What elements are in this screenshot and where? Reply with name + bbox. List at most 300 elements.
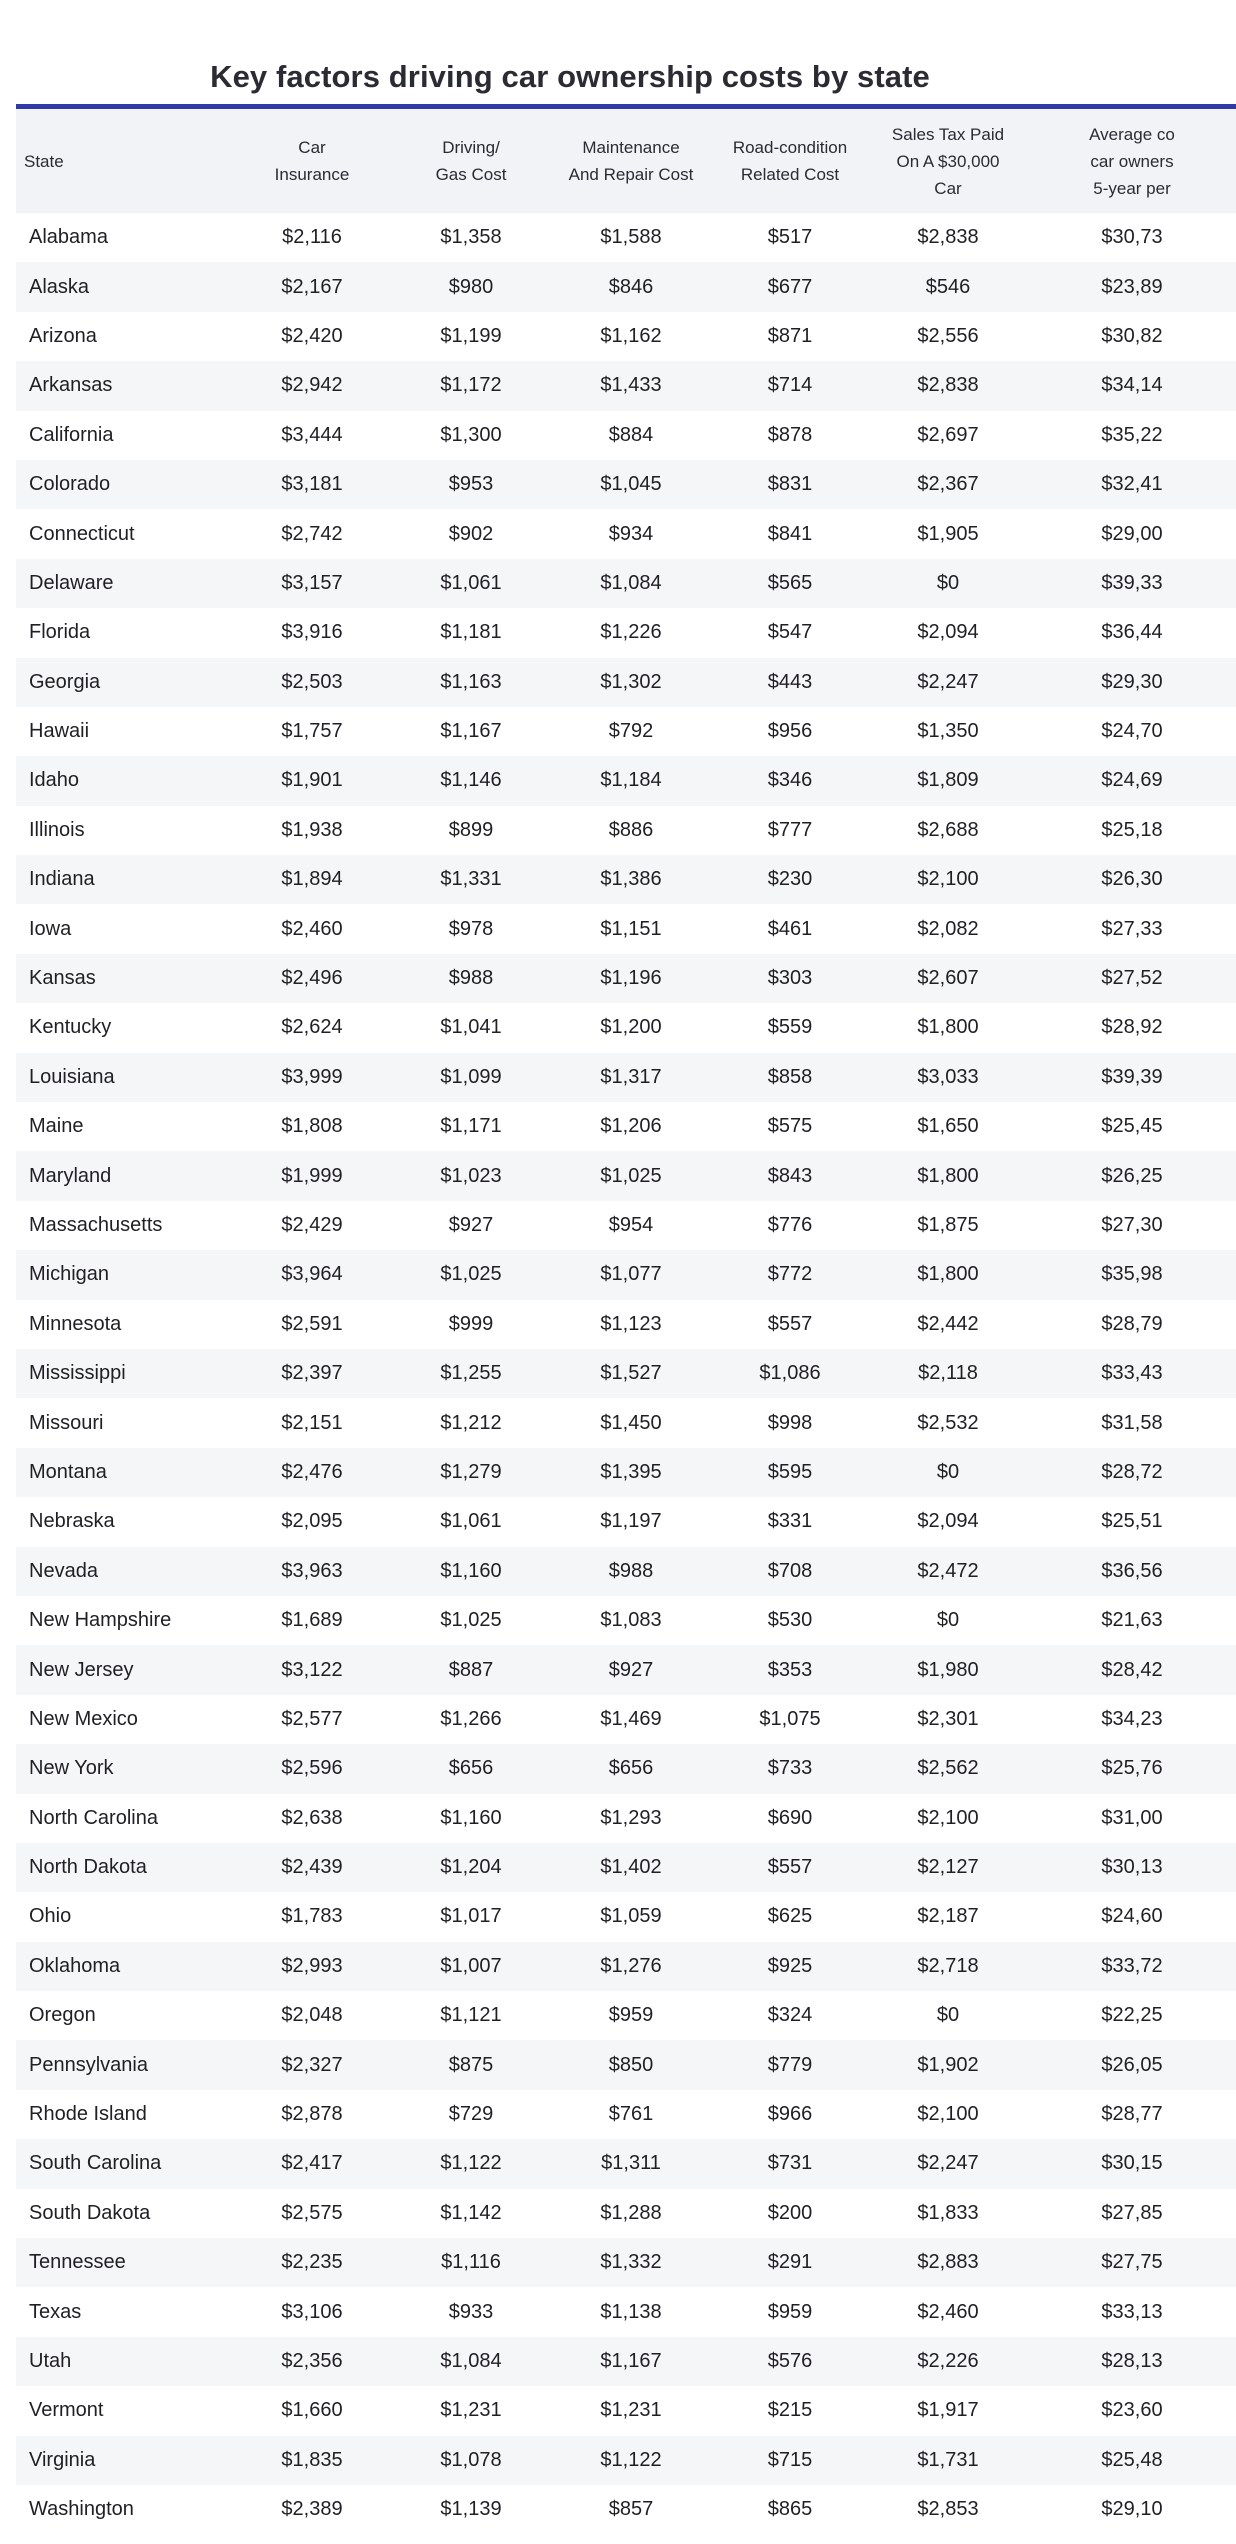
state-cell: Texas	[29, 2300, 82, 2323]
sales-tax-cell: $2,853	[917, 2498, 979, 2521]
driving-gas-cell: $656	[448, 1757, 494, 1780]
driving-gas-cell: $1,099	[440, 1065, 502, 1088]
average-cost-cell: $30,73	[1101, 226, 1163, 249]
car-insurance-cell: $1,938	[281, 818, 343, 841]
sales-tax-cell: $1,875	[917, 1214, 979, 1236]
sales-tax-cell: $2,367	[917, 473, 979, 496]
average-cost-cell: $29,10	[1101, 2498, 1163, 2521]
driving-gas-cell: $1,331	[440, 868, 502, 891]
table-row	[16, 262, 1236, 311]
table-row	[16, 806, 1236, 855]
road-condition-cell: $1,086	[759, 1362, 821, 1385]
driving-gas-cell: $1,017	[440, 1905, 502, 1928]
road-condition-cell: $230	[767, 868, 813, 891]
state-cell: Washington	[29, 2498, 134, 2521]
state-cell: Nevada	[29, 1559, 98, 1582]
sales-tax-cell: $1,731	[917, 2448, 979, 2471]
state-cell: Alabama	[29, 226, 108, 249]
maintenance-cell: $1,077	[600, 1263, 662, 1286]
sales-tax-cell: $2,226	[917, 2349, 979, 2372]
road-condition-cell: $858	[767, 1065, 813, 1088]
car-insurance-cell: $3,122	[281, 1658, 343, 1681]
driving-gas-cell: $875	[448, 2053, 494, 2076]
average-cost-cell: $27,85	[1101, 2201, 1163, 2224]
sales-tax-cell: $2,100	[917, 2103, 979, 2126]
column-header-maintenance-repair: Maintenance And Repair Cost	[568, 138, 694, 184]
average-cost-cell: $39,39	[1101, 1065, 1163, 1088]
road-condition-cell: $576	[767, 2349, 813, 2372]
road-condition-cell: $557	[767, 1312, 813, 1335]
state-cell: Iowa	[29, 917, 72, 940]
average-cost-cell: $25,51	[1101, 1510, 1163, 1533]
average-cost-cell: $28,13	[1101, 2349, 1163, 2372]
column-header-car-insurance: Car Insurance	[274, 138, 350, 184]
table-row	[16, 658, 1236, 707]
table-row	[16, 213, 1236, 262]
road-condition-cell: $772	[767, 1263, 813, 1286]
average-cost-cell: $35,22	[1101, 423, 1163, 446]
average-cost-cell: $22,25	[1101, 2004, 1163, 2027]
table-row	[16, 855, 1236, 904]
driving-gas-cell: $927	[448, 1214, 494, 1236]
average-cost-cell: $26,30	[1101, 868, 1163, 891]
maintenance-cell: $1,288	[600, 2201, 662, 2224]
car-insurance-cell: $2,116	[282, 226, 342, 249]
average-cost-cell: $29,30	[1101, 670, 1163, 693]
car-insurance-cell: $3,964	[281, 1263, 343, 1286]
road-condition-cell: $215	[767, 2399, 813, 2422]
sales-tax-cell: $1,809	[917, 769, 979, 792]
table-row	[16, 460, 1236, 509]
road-condition-cell: $831	[767, 473, 813, 496]
car-insurance-cell: $3,181	[281, 473, 343, 496]
car-insurance-cell: $2,460	[281, 917, 343, 940]
maintenance-cell: $934	[608, 522, 654, 545]
sales-tax-cell: $1,800	[917, 1164, 979, 1187]
column-header-state: State	[24, 151, 64, 171]
state-cell: Oklahoma	[29, 1954, 121, 1977]
average-cost-cell: $23,89	[1101, 275, 1163, 298]
road-condition-cell: $690	[767, 1806, 813, 1829]
maintenance-cell: $857	[608, 2498, 654, 2521]
driving-gas-cell: $1,255	[440, 1362, 502, 1385]
table-row	[16, 1547, 1236, 1596]
state-cell: North Carolina	[29, 1806, 158, 1829]
state-cell: Montana	[29, 1460, 107, 1483]
driving-gas-cell: $953	[448, 473, 494, 496]
road-condition-cell: $731	[767, 2152, 813, 2175]
table-row	[16, 1201, 1236, 1250]
car-insurance-cell: $2,476	[281, 1460, 343, 1483]
car-insurance-cell: $3,963	[281, 1559, 343, 1582]
average-cost-cell: $28,79	[1101, 1312, 1163, 1335]
road-condition-cell: $461	[767, 917, 813, 940]
road-condition-cell: $777	[767, 818, 813, 841]
driving-gas-cell: $988	[448, 967, 494, 990]
table-row	[16, 2139, 1236, 2188]
average-cost-cell: $27,33	[1101, 917, 1163, 940]
state-cell: Virginia	[29, 2448, 96, 2471]
sales-tax-cell: $2,838	[917, 374, 979, 397]
average-cost-cell: $28,92	[1101, 1016, 1163, 1039]
header-row	[16, 107, 1236, 214]
road-condition-cell: $353	[767, 1658, 813, 1681]
road-condition-cell: $575	[767, 1115, 813, 1138]
road-condition-cell: $324	[767, 2004, 813, 2027]
table-row	[16, 2090, 1236, 2139]
table-row	[16, 1398, 1236, 1447]
car-insurance-cell: $2,591	[281, 1312, 343, 1335]
driving-gas-cell: $1,121	[440, 2004, 502, 2027]
table-row	[16, 312, 1236, 361]
average-cost-cell: $36,56	[1101, 1559, 1163, 1582]
car-insurance-cell: $1,757	[281, 720, 343, 743]
state-cell: Alaska	[29, 275, 90, 298]
road-condition-cell: $595	[767, 1460, 813, 1483]
road-condition-cell: $871	[767, 324, 813, 347]
state-cell: Georgia	[29, 670, 101, 693]
column-header-driving-gas-cost: Driving/ Gas Cost	[435, 138, 507, 184]
average-cost-cell: $31,00	[1101, 1806, 1163, 1829]
maintenance-cell: $988	[608, 1559, 654, 1582]
car-insurance-cell: $2,596	[281, 1757, 343, 1780]
driving-gas-cell: $887	[448, 1658, 494, 1681]
driving-gas-cell: $1,061	[440, 571, 502, 594]
sales-tax-cell: $1,905	[917, 522, 979, 545]
maintenance-cell: $1,045	[600, 473, 662, 496]
table-row	[16, 1448, 1236, 1497]
sales-tax-cell: $1,980	[917, 1658, 979, 1681]
state-cell: Ohio	[29, 1905, 72, 1928]
maintenance-cell: $1,200	[600, 1016, 662, 1039]
sales-tax-cell: $2,838	[917, 226, 979, 249]
average-cost-cell: $25,76	[1101, 1757, 1163, 1780]
sales-tax-cell: $2,301	[917, 1707, 979, 1730]
car-insurance-cell: $1,894	[281, 868, 343, 891]
table-row	[16, 1843, 1236, 1892]
average-cost-cell: $31,58	[1101, 1411, 1163, 1434]
maintenance-cell: $1,206	[600, 1115, 662, 1138]
state-cell: Connecticut	[29, 522, 135, 545]
driving-gas-cell: $1,160	[440, 1806, 502, 1829]
state-cell: Massachusetts	[29, 1214, 163, 1236]
road-condition-cell: $878	[767, 423, 813, 446]
state-cell: Arkansas	[29, 374, 113, 397]
table-row	[16, 707, 1236, 756]
driving-gas-cell: $1,199	[440, 324, 502, 347]
car-insurance-cell: $2,235	[281, 2251, 343, 2274]
maintenance-cell: $1,167	[600, 2349, 662, 2372]
state-cell: Pennsylvania	[29, 2053, 148, 2076]
car-insurance-cell: $2,439	[281, 1856, 343, 1879]
car-insurance-cell: $1,808	[281, 1115, 343, 1138]
road-condition-cell: $443	[767, 670, 813, 693]
state-cell: Florida	[29, 621, 91, 644]
car-insurance-cell: $2,993	[281, 1954, 343, 1977]
average-cost-cell: $36,44	[1101, 621, 1163, 644]
driving-gas-cell: $1,181	[440, 621, 502, 644]
table-row	[16, 1991, 1236, 2040]
average-cost-cell: $33,13	[1101, 2300, 1163, 2323]
maintenance-cell: $1,395	[600, 1460, 662, 1483]
average-cost-cell: $30,15	[1101, 2152, 1163, 2175]
state-cell: Minnesota	[29, 1312, 122, 1335]
driving-gas-cell: $1,160	[440, 1559, 502, 1582]
road-condition-cell: $565	[767, 571, 813, 594]
maintenance-cell: $1,469	[600, 1707, 662, 1730]
table-row	[16, 1695, 1236, 1744]
car-insurance-cell: $2,048	[281, 2004, 343, 2027]
table-row	[16, 756, 1236, 805]
driving-gas-cell: $980	[448, 275, 494, 298]
road-condition-cell: $530	[767, 1609, 813, 1632]
car-insurance-cell: $2,429	[281, 1214, 343, 1236]
driving-gas-cell: $1,212	[440, 1411, 502, 1434]
sales-tax-cell: $2,688	[917, 818, 979, 841]
table-row	[16, 2485, 1236, 2534]
average-cost-cell: $25,48	[1101, 2448, 1163, 2471]
sales-tax-cell: $1,902	[917, 2053, 979, 2076]
sales-tax-cell: $1,800	[917, 1263, 979, 1286]
page-title: Key factors driving car ownership costs by state	[210, 58, 930, 94]
car-insurance-cell: $2,356	[281, 2349, 343, 2372]
car-insurance-cell: $2,575	[281, 2201, 343, 2224]
state-cell: Tennessee	[29, 2251, 126, 2274]
average-cost-cell: $30,13	[1101, 1856, 1163, 1879]
car-insurance-cell: $1,999	[281, 1164, 343, 1187]
average-cost-cell: $33,72	[1101, 1954, 1163, 1977]
sales-tax-cell: $2,082	[917, 917, 979, 940]
road-condition-cell: $998	[767, 1411, 813, 1434]
car-insurance-cell: $1,901	[281, 769, 343, 792]
sales-tax-cell: $2,883	[917, 2251, 979, 2274]
average-cost-cell: $33,43	[1101, 1362, 1163, 1385]
maintenance-cell: $1,402	[600, 1856, 662, 1879]
car-insurance-cell: $2,417	[281, 2152, 343, 2175]
driving-gas-cell: $978	[448, 917, 494, 940]
sales-tax-cell: $0	[936, 2004, 960, 2027]
road-condition-cell: $776	[767, 1214, 813, 1236]
state-cell: Maryland	[29, 1164, 112, 1187]
state-cell: South Dakota	[29, 2201, 151, 2224]
road-condition-cell: $959	[767, 2300, 813, 2323]
table-row	[16, 1102, 1236, 1151]
maintenance-cell: $1,138	[600, 2300, 662, 2323]
road-condition-cell: $200	[767, 2201, 813, 2224]
maintenance-cell: $886	[608, 818, 654, 841]
state-cell: North Dakota	[29, 1856, 147, 1879]
table-body	[16, 213, 1236, 2534]
state-cell: Kentucky	[29, 1016, 112, 1039]
sales-tax-cell: $0	[936, 571, 960, 594]
state-cell: Maine	[29, 1115, 84, 1138]
average-cost-cell: $27,52	[1101, 967, 1163, 990]
average-cost-cell: $21,63	[1101, 1609, 1163, 1632]
sales-tax-cell: $2,460	[917, 2300, 979, 2323]
maintenance-cell: $1,527	[600, 1362, 662, 1385]
sales-tax-cell: $2,607	[917, 967, 979, 990]
sales-tax-cell: $2,556	[917, 324, 979, 347]
car-insurance-cell: $3,106	[281, 2300, 343, 2323]
table-row	[16, 1892, 1236, 1941]
state-cell: Indiana	[29, 868, 95, 891]
sales-tax-cell: $1,800	[917, 1016, 979, 1039]
sales-tax-cell: $2,247	[917, 2152, 979, 2175]
road-condition-cell: $966	[767, 2103, 813, 2126]
average-cost-cell: $28,42	[1101, 1658, 1163, 1681]
maintenance-cell: $1,293	[600, 1806, 662, 1829]
maintenance-cell: $1,123	[600, 1312, 662, 1335]
driving-gas-cell: $1,172	[440, 374, 502, 397]
maintenance-cell: $792	[608, 720, 654, 743]
maintenance-cell: $1,184	[600, 769, 662, 792]
road-condition-cell: $557	[767, 1856, 813, 1879]
driving-gas-cell: $1,146	[440, 769, 502, 792]
car-insurance-cell: $2,327	[281, 2053, 343, 2076]
sales-tax-cell: $2,442	[917, 1312, 979, 1335]
maintenance-cell: $1,122	[600, 2448, 662, 2471]
average-cost-cell: $27,75	[1101, 2251, 1163, 2274]
state-cell: Illinois	[29, 818, 85, 841]
table-row	[16, 1497, 1236, 1546]
road-condition-cell: $517	[767, 226, 813, 249]
table-row	[16, 954, 1236, 1003]
state-cell: New Mexico	[29, 1707, 138, 1730]
road-condition-cell: $303	[767, 967, 813, 990]
driving-gas-cell: $1,300	[440, 423, 502, 446]
table-row	[16, 1942, 1236, 1991]
maintenance-cell: $1,302	[600, 670, 662, 693]
road-condition-cell: $865	[767, 2498, 813, 2521]
car-insurance-cell: $3,157	[281, 571, 343, 594]
car-insurance-cell: $1,783	[281, 1905, 343, 1928]
road-condition-cell: $708	[767, 1559, 813, 1582]
table-row	[16, 1645, 1236, 1694]
state-cell: New York	[29, 1757, 114, 1780]
table-row	[16, 1794, 1236, 1843]
road-condition-cell: $625	[767, 1905, 813, 1928]
average-cost-cell: $28,72	[1101, 1460, 1163, 1483]
maintenance-cell: $1,276	[600, 1954, 662, 1977]
maintenance-cell: $1,059	[600, 1905, 662, 1928]
state-cell: New Jersey	[29, 1658, 134, 1681]
driving-gas-cell: $902	[448, 522, 494, 545]
table-row	[16, 1151, 1236, 1200]
car-insurance-cell: $2,496	[281, 967, 343, 990]
driving-gas-cell: $1,204	[440, 1856, 502, 1879]
sales-tax-cell: $2,247	[917, 670, 979, 693]
maintenance-cell: $959	[608, 2004, 654, 2027]
state-cell: Missouri	[29, 1411, 104, 1434]
table-row	[16, 2040, 1236, 2089]
maintenance-cell: $1,226	[600, 621, 662, 644]
state-cell: Idaho	[29, 769, 80, 792]
car-insurance-cell: $2,151	[281, 1411, 343, 1434]
sales-tax-cell: $2,118	[918, 1362, 978, 1385]
sales-tax-cell: $2,697	[917, 423, 979, 446]
driving-gas-cell: $1,279	[440, 1460, 502, 1483]
sales-tax-cell: $1,917	[917, 2399, 979, 2422]
driving-gas-cell: $1,171	[440, 1115, 502, 1138]
maintenance-cell: $1,588	[600, 226, 662, 249]
state-cell: South Carolina	[29, 2152, 162, 2175]
column-header-road-condition: Road-condition Related Cost	[732, 138, 848, 184]
average-cost-cell: $26,05	[1101, 2053, 1163, 2076]
state-cell: Hawaii	[29, 720, 90, 743]
maintenance-cell: $1,332	[600, 2251, 662, 2274]
average-cost-cell: $28,77	[1101, 2103, 1163, 2126]
car-insurance-cell: $2,503	[281, 670, 343, 693]
driving-gas-cell: $1,142	[440, 2201, 502, 2224]
sales-tax-cell: $2,094	[917, 1510, 979, 1533]
average-cost-cell: $39,33	[1101, 571, 1163, 594]
table-row	[16, 509, 1236, 558]
car-insurance-cell: $2,389	[281, 2498, 343, 2521]
table-row	[16, 559, 1236, 608]
sales-tax-cell: $1,650	[917, 1115, 979, 1138]
state-cell: New Hampshire	[29, 1609, 172, 1632]
maintenance-cell: $1,433	[600, 374, 662, 397]
average-cost-cell: $35,98	[1101, 1263, 1163, 1286]
state-cell: Delaware	[29, 571, 114, 594]
sales-tax-cell: $2,562	[917, 1757, 979, 1780]
maintenance-cell: $1,162	[600, 324, 662, 347]
sales-tax-cell: $3,033	[917, 1065, 979, 1088]
car-insurance-cell: $2,167	[281, 275, 343, 298]
sales-tax-cell: $2,127	[917, 1856, 979, 1879]
road-condition-cell: $841	[767, 522, 813, 545]
driving-gas-cell: $1,061	[440, 1510, 502, 1533]
car-insurance-cell: $3,999	[281, 1065, 343, 1088]
driving-gas-cell: $729	[448, 2103, 494, 2126]
driving-gas-cell: $1,078	[440, 2448, 502, 2471]
road-condition-cell: $291	[767, 2251, 813, 2274]
state-cell: Oregon	[29, 2004, 96, 2027]
maintenance-cell: $1,196	[600, 967, 662, 990]
car-insurance-cell: $3,444	[281, 423, 343, 446]
driving-gas-cell: $1,025	[440, 1263, 502, 1286]
column-header-average-cost: Average co car owners 5-year per	[1089, 124, 1175, 198]
maintenance-cell: $1,231	[600, 2399, 662, 2422]
car-insurance-cell: $2,420	[281, 324, 343, 347]
road-condition-cell: $925	[767, 1954, 813, 1977]
table-row	[16, 1053, 1236, 1102]
sales-tax-cell: $2,472	[917, 1559, 979, 1582]
average-cost-cell: $24,60	[1101, 1905, 1163, 1928]
driving-gas-cell: $1,231	[440, 2399, 502, 2422]
sales-tax-cell: $1,350	[917, 720, 979, 743]
average-cost-cell: $30,82	[1101, 324, 1163, 347]
average-cost-cell: $32,41	[1101, 473, 1163, 496]
driving-gas-cell: $999	[448, 1312, 494, 1335]
car-insurance-cell: $1,689	[281, 1609, 343, 1632]
maintenance-cell: $1,386	[600, 868, 662, 891]
table-row	[16, 1300, 1236, 1349]
state-cell: Louisiana	[29, 1065, 115, 1088]
car-insurance-cell: $2,638	[281, 1806, 343, 1829]
maintenance-cell: $1,083	[600, 1609, 662, 1632]
maintenance-cell: $1,197	[600, 1510, 662, 1533]
maintenance-cell: $1,025	[600, 1164, 662, 1187]
average-cost-cell: $24,69	[1101, 769, 1163, 792]
state-cell: California	[29, 423, 114, 446]
table-row	[16, 1744, 1236, 1793]
state-cell: Mississippi	[29, 1362, 126, 1385]
sales-tax-cell: $0	[936, 1609, 960, 1632]
table-row	[16, 608, 1236, 657]
table-row	[16, 1349, 1236, 1398]
average-cost-cell: $25,18	[1101, 818, 1163, 841]
